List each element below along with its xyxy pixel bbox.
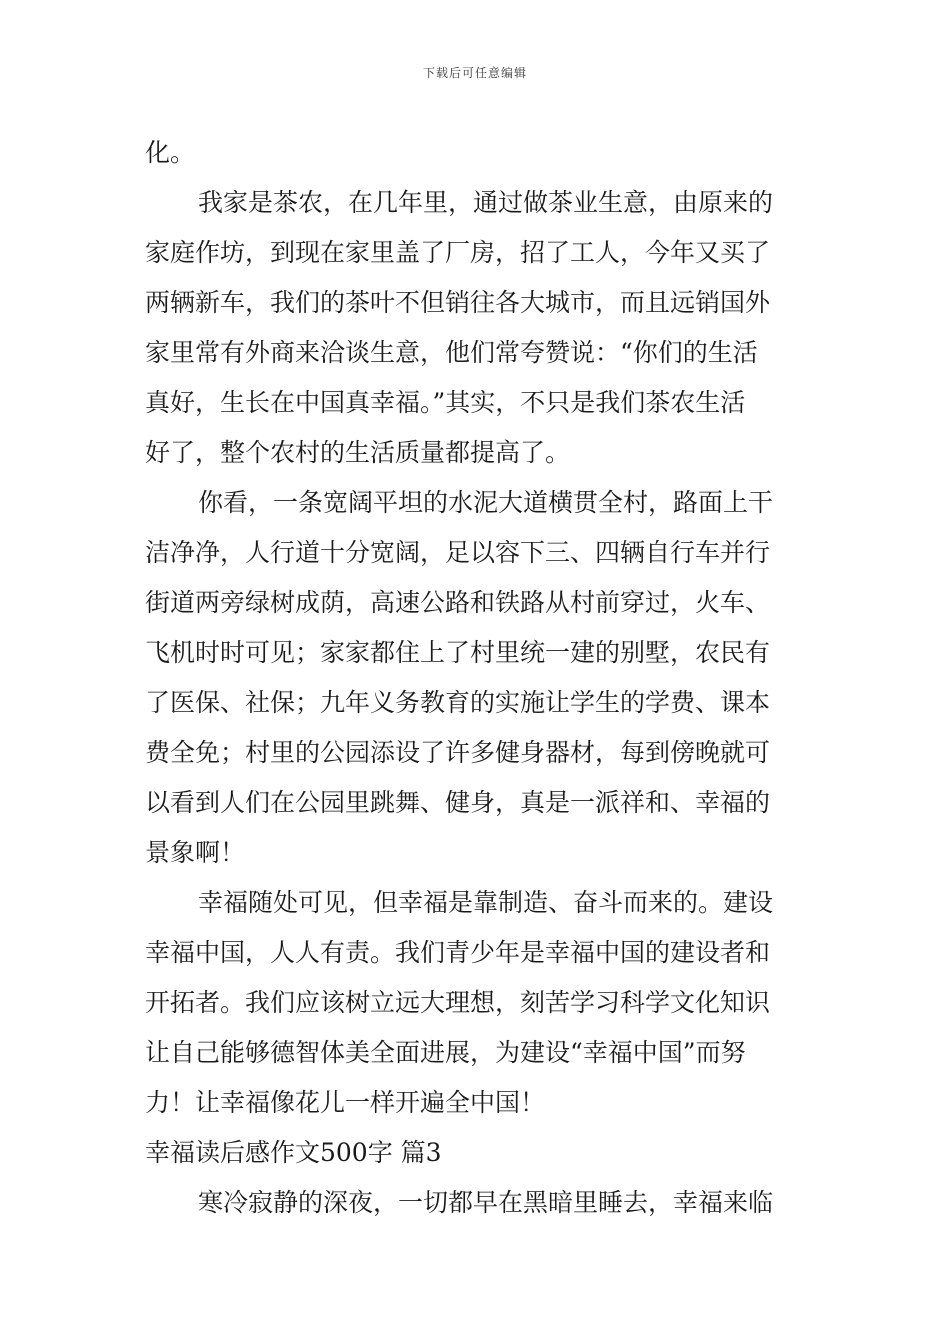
text-line: 了医保、社保；九年义务教育的实施让学生的学费、课本 [145, 688, 771, 717]
page-header: 下载后可任意编辑 [422, 66, 527, 80]
document-body [145, 128, 809, 1228]
text-line: 你看，一条宽阔平坦的水泥大道横贯全村，路面上干 [198, 488, 774, 517]
text-line: 寒冷寂静的深夜，一切都早在黑暗里睡去，幸福来临 [198, 1188, 774, 1217]
text-line: 街道两旁绿树成荫，高速公路和铁路从村前穿过，火车、 [145, 588, 771, 617]
text-line: 洁净净，人行道十分宽阔，足以容下三、四辆自行车并行 [145, 538, 771, 567]
text-line: 好了，整个农村的生活质量都提高了。 [145, 438, 571, 467]
text-line: 化。 [145, 138, 196, 167]
text-line: 景象啊！ [145, 838, 246, 867]
text-line: 两辆新车，我们的茶叶不但销往各大城市，而且远销国外 [145, 288, 771, 317]
text-line: 飞机时时可见；家家都住上了村里统一建的别墅，农民有 [145, 638, 771, 667]
section-heading: 幸福读后感作文500字 篇3 [145, 1138, 442, 1167]
text-line: 以看到人们在公园里跳舞、健身，真是一派祥和、幸福的 [145, 788, 771, 817]
text-line: 幸福随处可见，但幸福是靠制造、奋斗而来的。建设 [198, 888, 774, 917]
text-line: 力！让幸福像花儿一样开遍全中国！ [145, 1088, 546, 1117]
text-line: 家里常有外商来洽谈生意，他们常夸赞说：“你们的生活 [145, 338, 758, 367]
text-line: 家庭作坊，到现在家里盖了厂房，招了工人，今年又买了 [145, 238, 771, 267]
text-line: 我家是茶农，在几年里，通过做茶业生意，由原来的 [198, 188, 774, 217]
text-line: 费全免；村里的公园添设了许多健身器材，每到傍晚就可 [145, 738, 771, 767]
text-line: 真好，生长在中国真幸福。”其实，不只是我们茶农生活 [145, 388, 746, 417]
text-line: 开拓者。我们应该树立远大理想，刻苦学习科学文化知识 [145, 988, 771, 1017]
text-line: 幸福中国，人人有责。我们青少年是幸福中国的建设者和 [145, 938, 771, 967]
text-line: 让自己能够德智体美全面进展，为建设“幸福中国”而努 [145, 1038, 746, 1067]
